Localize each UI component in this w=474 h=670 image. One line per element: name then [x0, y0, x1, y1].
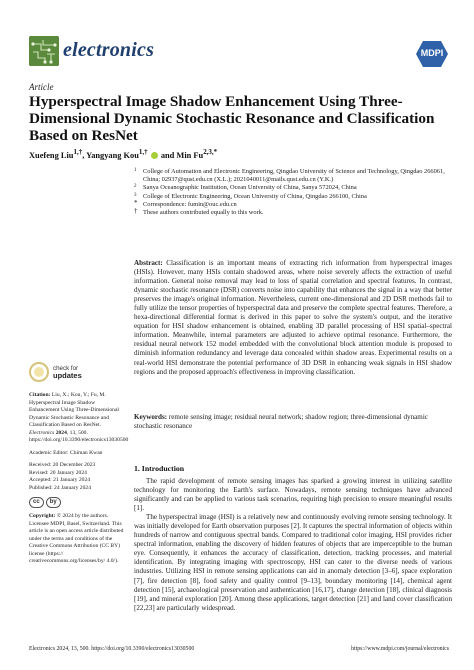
- keywords: [134, 413, 452, 431]
- affiliation-mark: 2: [134, 184, 137, 190]
- footer-citation[interactable]: Electronics 2024, 13, 500. https://doi.org/10.3390/electronics13030500: [29, 646, 195, 652]
- author-list: Xuefeng Liu$^{1,\dagger}$, Yangyang Kou$^{1,\dagger}$ and Min $Fu^{2,3,*}$: [29, 148, 218, 160]
- academic-editor: Academic Editor: Chiman Kwan: [29, 449, 103, 456]
- publication-dates: [29, 462, 125, 492]
- affiliation-item: [134, 209, 452, 217]
- paragraph: The hyperspectral image (HSI) is a relatively new and continuously evolving remote sensing technology. It was initially developed for Earth observation purposes [2]. It captures the spectral information of objects within hundreds of narrow and contiguous spectral bands. Compared to traditional color imaging, HSI provides richer spectral information, enabling the discovery of hidden features of objects that are imperceptible to the human eye. Consequently, it enhances the accuracy of classification, detection, tracking processes, and material identification. By integrating imaging with spectroscopy, HSI can cater to the diverse needs of various industries. Utilizing HSI in remote sensing applications can aid in anomaly detection [3–6], space exploration [7], fire detection [8], food safety and quality control [9–13], boundary monitoring [14], chemical agent detection [15], archaeological preservation and authentication [16,17], change detection [18], clinical diagnosis [19], and mineral exploration [20]. Among these applications, target detection [21] and land cover classification [22,23] are particularly widespread.: [134, 513, 452, 612]
- abstract: [134, 259, 452, 377]
- orcid-icon[interactable]: [151, 152, 158, 159]
- check-updates-icon: [29, 362, 49, 382]
- accepted-date: Accepted: 21 January 2024: [29, 477, 91, 483]
- affiliation-item: [134, 193, 452, 201]
- affiliation-text: College of Electronic Engineering, Ocean University of China, Qingdao 266100, China: [143, 192, 367, 200]
- check-updates-line: updates: [53, 370, 82, 380]
- affiliation-mark: *: [134, 198, 138, 207]
- journal-logo-icon: [29, 36, 59, 66]
- affiliations: [134, 168, 452, 217]
- footer-journal-url[interactable]: https://www.mdpi.com/journal/electronics: [351, 646, 449, 652]
- article-type-label: Article: [29, 82, 54, 92]
- check-for-updates-badge[interactable]: [29, 362, 125, 382]
- author-name[interactable]: Xuefeng Liu: [29, 150, 74, 160]
- paragraph: The rapid development of remote sensing images has sparked a growing interest in utilizing satellite technology for monitoring the Earth's surface. Nowadays, remote sensing techniques have advanced significantly and can be applied to various task scenarios, requiring high precision to ensure meaningful results [1].: [134, 477, 452, 513]
- article-sidebar: [29, 362, 129, 571]
- by-icon: by: [46, 497, 61, 508]
- revised-date: Revised: 20 January 2024: [29, 469, 87, 476]
- affiliation-item: [134, 198, 452, 209]
- check-updates-text: [53, 365, 82, 380]
- citation-label: Citation:: [29, 392, 51, 398]
- citation-journal: Electronics: [29, 429, 55, 436]
- introduction-body: [134, 477, 452, 613]
- copyright-block: [29, 513, 125, 566]
- author-affiliation-mark: 1,†: [73, 148, 83, 156]
- received-date: Received: 20 December 2023: [29, 462, 96, 468]
- author-affiliation-mark: 2,3,*: [203, 148, 218, 156]
- check-updates-line: check for: [53, 364, 79, 372]
- author-name[interactable]: and Min Fu: [160, 150, 204, 160]
- journal-name: electronics: [63, 39, 155, 61]
- keywords-text: remote sensing image; residual neural network; shadow region; three-dimensional dynamic stochastic resonance: [134, 413, 428, 431]
- article-title: Hyperspectral Image Shadow Enhancement Using Three-Dimensional Dynamic Stochastic Resonance and Classification Based on ResNet: [29, 93, 435, 144]
- citation-text: Liu, X.; Kou, Y.; Fu, M. Hyperspectral Image Shadow Enhancement Using Three-Dimensional Dynamic Stochastic Resonance and Classification Based on ResNet.: [29, 392, 119, 428]
- copyright-text: © 2024 by the authors. Licensee MDPI, Basel, Switzerland. This article is an open access article distributed under the terms and conditions of the Creative Commons Attribution (CC BY) license (https:// creativecommons.org/licenses/by/ 4.0/).: [29, 513, 124, 564]
- author-name[interactable]: Yangyang Kou: [86, 150, 139, 160]
- abstract-label: Abstract:: [134, 259, 163, 267]
- cc-icon: cc: [29, 497, 44, 508]
- author-affiliation-mark: 1,†: [138, 148, 148, 156]
- citation-doi[interactable]: , 13, 500. https://doi.org/10.3390/electronics13030500: [29, 429, 129, 443]
- affiliation-text: These authors contributed equally to this work.: [143, 209, 264, 217]
- cc-license-badge[interactable]: [29, 497, 125, 508]
- mdpi-text: MDPI: [420, 48, 444, 58]
- mdpi-logo[interactable]: [415, 40, 449, 68]
- published-date: Published: 24 January 2024: [29, 484, 91, 491]
- citation-year: 2024: [55, 429, 67, 436]
- affiliation-item: [134, 184, 452, 192]
- copyright-label: Copyright:: [29, 513, 56, 519]
- affiliation-mark: †: [134, 207, 138, 216]
- affiliation-item: [134, 168, 452, 184]
- abstract-text: Classification is an important means of extracting rich information from hyperspectral images (HSIs). However, many HSIs contain shadowed areas, where noise severely affects the extraction of useful information. General noise removal may lead to loss of spatial correlation and spectral features. In contrast, dynamic stochastic resonance (DSR) converts noise into capability that enhances the signal in a way that better preserves the image's original information. Nevertheless, current one-dimensional and 2D DSR methods fail to fully utilize the tensor properties of hyperspectral data and preserve the complete spectral features. Therefore, a hexa-directional differential format is derived in this paper to solve the system's output, and the iterative equation for HSI shadow enhancement is obtained, enabling 3D parallel processing of HSI spatial–spectral information. Meanwhile, internal parameters are adjusted to achieve optimal resonance. Furthermore, the residual neural network 152 model embedded with the convolutional block attention module is proposed to diminish information redundancy and leverage data concealed within shadow areas. Experimental results on a real-world HSI demonstrate the potential performance of 3D DSR in enhancing weak signals in HSI shadow regions and the proposed approach's effectiveness in improving classification.: [134, 259, 453, 376]
- keywords-label: Keywords:: [134, 413, 168, 421]
- page-footer: [29, 646, 449, 652]
- affiliation-text: Sanya Oceanographic Institution, Ocean University of China, Sanya 572024, China: [143, 184, 357, 192]
- affiliation-mark: 1: [134, 168, 137, 173]
- affiliation-text: College of Automation and Electronic Engineering, Qingdao University of Science and Technology, Qingdao 266061, China; 02937@qust.edu.cn (X.L.); 2021040011@mails.qust.edu.cn (Y.K.): [143, 168, 445, 184]
- section-heading: 1. Introduction: [134, 464, 185, 473]
- citation-block: [29, 392, 129, 445]
- affiliation-mark: 3: [134, 192, 137, 198]
- journal-header: [29, 36, 449, 72]
- correspondence-text[interactable]: Correspondence: fumin@ouc.edu.cn: [143, 200, 237, 208]
